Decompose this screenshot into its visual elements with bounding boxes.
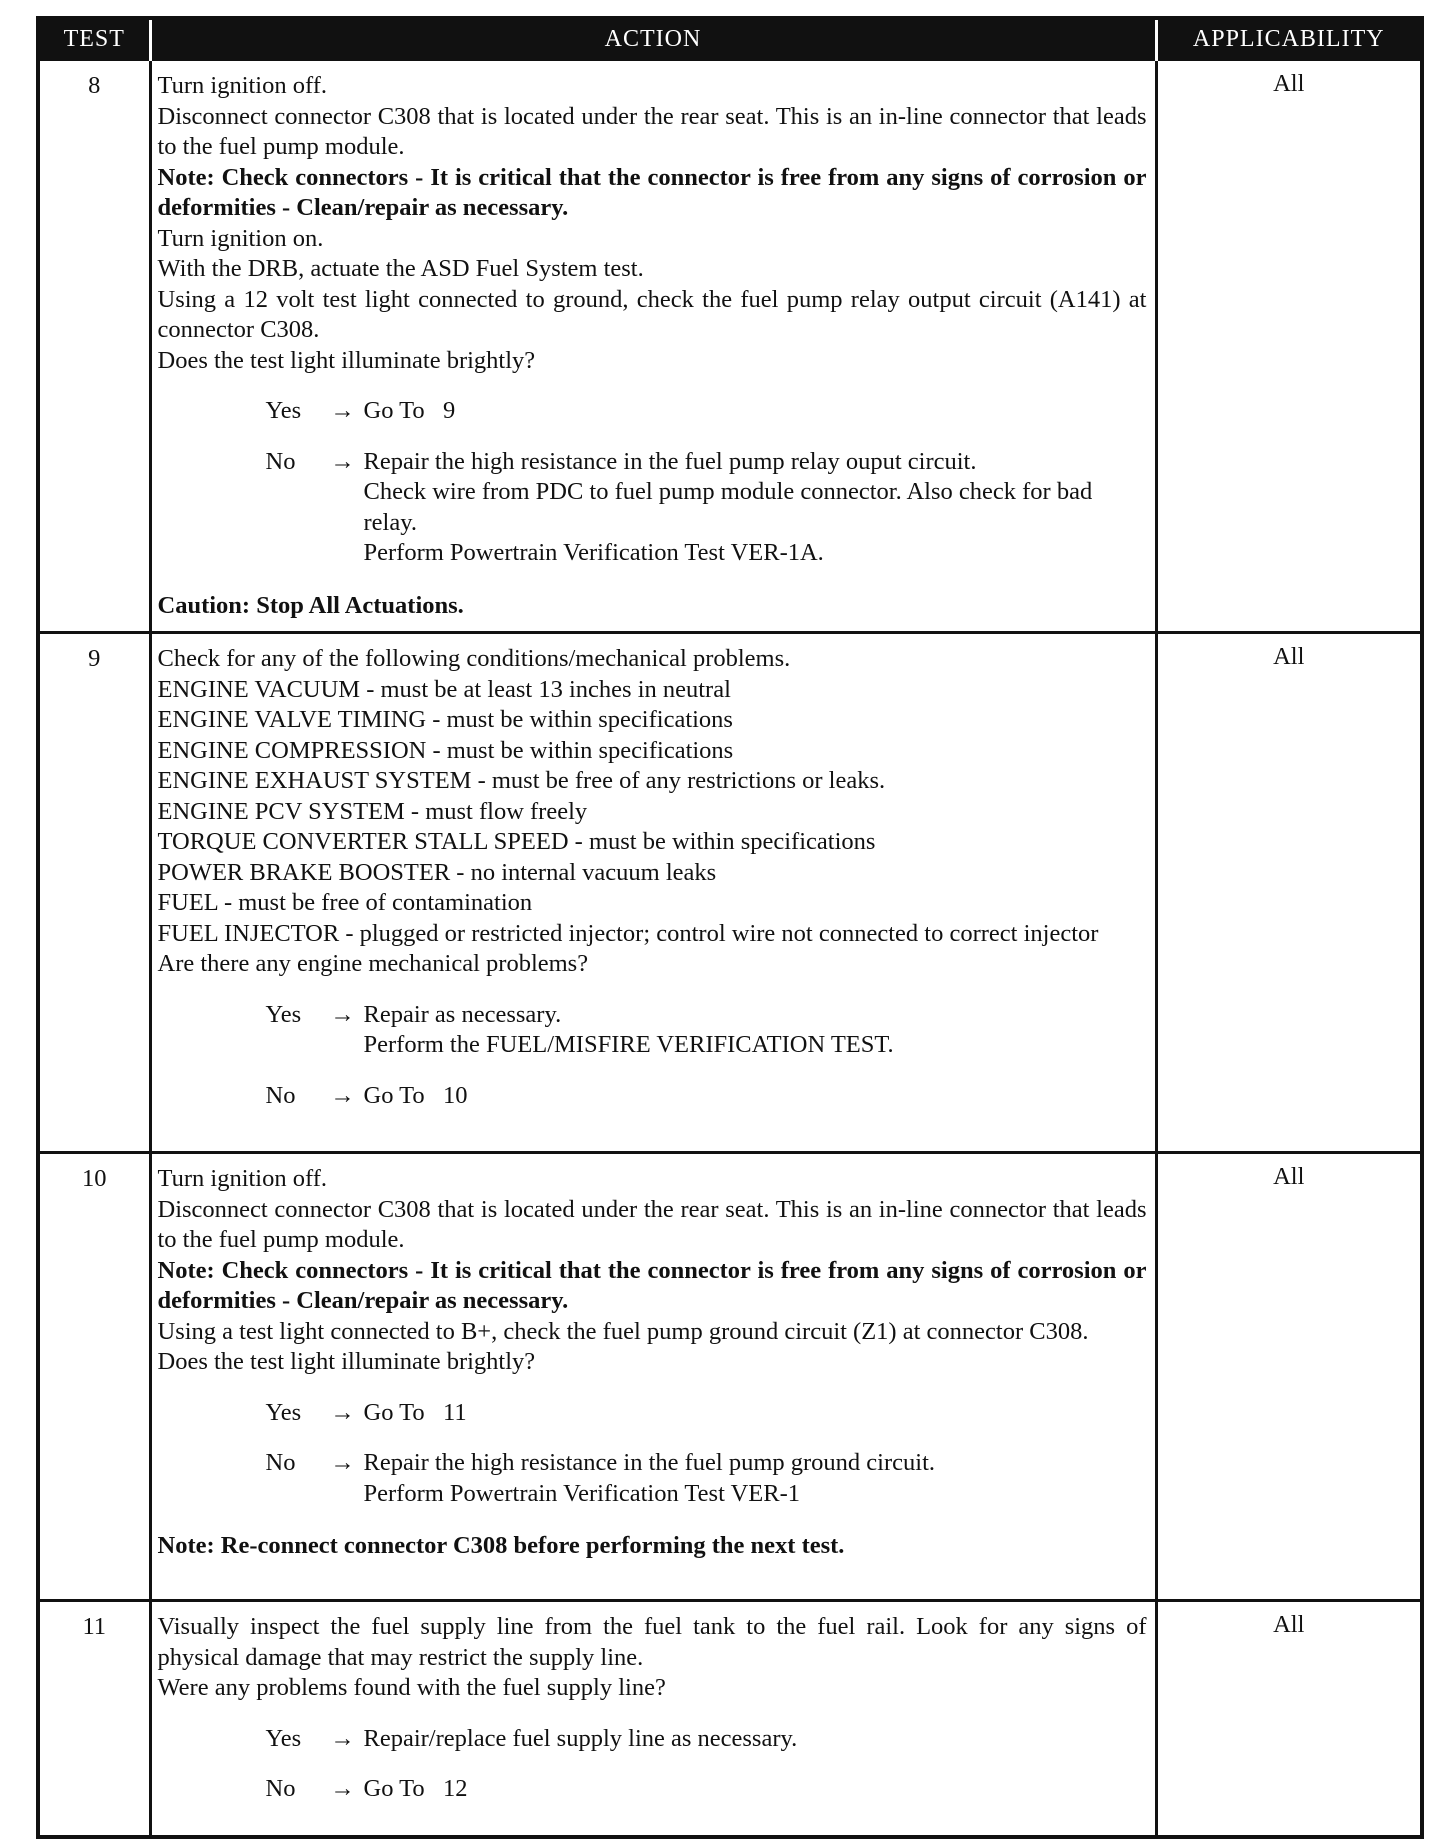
arrow-icon: →	[330, 1724, 355, 1752]
test-row	[38, 60, 1422, 633]
result-line: Go To 9	[363, 397, 456, 424]
result-line: Repair as necessary.	[363, 1000, 562, 1028]
result-line: Repair the high resistance in the fuel pump relay ouput circuit.	[363, 447, 977, 475]
action-line: Turn ignition off.	[157, 1165, 327, 1192]
result-line: Repair/replace fuel supply line as necessary.	[363, 1724, 798, 1752]
no-result	[364, 447, 1147, 569]
action-line: ENGINE COMPRESSION - must be within specifications	[157, 736, 734, 764]
action-line: Using a test light connected to B+, check the fuel pump ground circuit (Z1) at connector C308.	[157, 1317, 1089, 1345]
action-line: Disconnect connector C308 that is located under the rear seat. This is an in-line connector that leads to the fuel pump module.	[157, 1195, 1147, 1253]
action-line: Visually inspect the fuel supply line from the fuel tank to the fuel rail. Look for any signs of physical damage that may restrict the supply line.	[157, 1613, 1147, 1671]
note-text: Note: Re-connect connector C308 before performing the next test.	[157, 1532, 845, 1559]
applicability-cell: All	[1156, 60, 1422, 633]
yes-choice	[266, 396, 1147, 427]
yes-result	[364, 1724, 1147, 1755]
action-line: ENGINE PCV SYSTEM - must flow freely	[157, 797, 588, 825]
result-line: Check wire from PDC to fuel pump module connector. Also check for bad relay.	[363, 478, 1093, 536]
result-line: Perform Powertrain Verification Test VER-1A.	[363, 539, 824, 566]
yes-choice	[266, 1724, 1147, 1755]
yes-choice	[266, 1398, 1147, 1429]
action-line: Were any problems found with the fuel supply line?	[157, 1674, 666, 1701]
yes-result	[364, 396, 1147, 427]
result-line: Repair the high resistance in the fuel pump ground circuit.	[363, 1449, 936, 1476]
no-label: No	[265, 1775, 296, 1802]
yes-label: Yes	[265, 1398, 302, 1426]
no-choice	[266, 1081, 1147, 1112]
test-number: 8	[38, 60, 150, 633]
action-line: TORQUE CONVERTER STALL SPEED - must be within specifications	[157, 828, 876, 855]
no-result	[364, 1448, 1147, 1509]
action-line: With the DRB, actuate the ASD Fuel System test.	[157, 255, 644, 282]
header-action: ACTION	[150, 18, 1156, 60]
test-row	[38, 633, 1422, 1153]
action-line: ENGINE VACUUM - must be at least 13 inches in neutral	[157, 675, 731, 703]
action-line: POWER BRAKE BOOSTER - no internal vacuum leaks	[157, 858, 717, 886]
note-text: Note: Check connectors - It is critical that the connector is free from any signs of corrosion or deformities - Clean/repair as necessary.	[157, 1256, 1147, 1314]
action-line: ENGINE VALVE TIMING - must be within specifications	[157, 706, 733, 733]
applicability-cell: All	[1156, 633, 1422, 1153]
action-line: Turn ignition off.	[157, 72, 327, 99]
no-result	[364, 1081, 1147, 1112]
action-line: Disconnect connector C308 that is located under the rear seat. This is an in-line connector that leads to the fuel pump module.	[157, 102, 1147, 160]
arrow-icon: →	[330, 1000, 355, 1028]
no-label: No	[265, 1081, 296, 1109]
result-line: Go To 10	[363, 1081, 468, 1109]
test-number: 9	[38, 633, 150, 1153]
action-line: Check for any of the following conditions/mechanical problems.	[157, 645, 791, 672]
note-text: Note: Check connectors - It is critical that the connector is free from any signs of corrosion or deformities - Clean/repair as necessary.	[157, 163, 1147, 221]
action-cell	[150, 1153, 1156, 1601]
action-line: Are there any engine mechanical problems?	[157, 950, 589, 977]
result-line: Perform Powertrain Verification Test VER-1	[363, 1479, 800, 1507]
action-line: ENGINE EXHAUST SYSTEM - must be free of any restrictions or leaks.	[157, 767, 886, 794]
result-line: Perform the FUEL/MISFIRE VERIFICATION TEST.	[363, 1031, 894, 1058]
action-line: Turn ignition on.	[157, 224, 324, 252]
no-choice	[266, 1774, 1147, 1805]
action-line: FUEL INJECTOR - plugged or restricted injector; control wire not connected to correct injector	[157, 919, 1099, 947]
yes-label: Yes	[265, 1724, 302, 1752]
yes-result	[364, 1000, 1147, 1061]
yes-result	[364, 1398, 1147, 1429]
arrow-icon: →	[330, 447, 355, 475]
action-line: Does the test light illuminate brightly?	[157, 1348, 536, 1375]
applicability-cell: All	[1156, 1601, 1422, 1837]
arrow-icon: →	[330, 1081, 355, 1109]
caution-text: Caution: Stop All Actuations.	[157, 591, 464, 619]
arrow-icon: →	[330, 397, 355, 424]
test-number: 11	[38, 1601, 150, 1837]
yes-choice	[266, 1000, 1147, 1061]
action-line: Using a 12 volt test light connected to ground, check the fuel pump relay output circuit (A141) at connector C308.	[157, 285, 1147, 343]
action-line: FUEL - must be free of contamination	[157, 889, 533, 916]
applicability-cell: All	[1156, 1153, 1422, 1601]
no-result	[364, 1774, 1147, 1805]
action-line: Does the test light illuminate brightly?	[157, 346, 536, 374]
result-line: Go To 12	[363, 1775, 468, 1802]
header-test: TEST	[38, 18, 150, 60]
yes-label: Yes	[265, 397, 302, 424]
action-cell	[150, 60, 1156, 633]
diagnostic-table	[36, 16, 1424, 1839]
action-cell	[150, 1601, 1156, 1837]
header-applicability: APPLICABILITY	[1156, 18, 1422, 60]
arrow-icon: →	[330, 1775, 355, 1802]
no-choice	[266, 1448, 1147, 1509]
yes-label: Yes	[265, 1000, 302, 1028]
test-row	[38, 1601, 1422, 1837]
header-row	[38, 18, 1422, 60]
action-cell	[150, 633, 1156, 1153]
no-label: No	[265, 1449, 296, 1476]
diagnostic-page	[36, 16, 1420, 1839]
test-row	[38, 1153, 1422, 1601]
test-number: 10	[38, 1153, 150, 1601]
result-line: Go To 11	[363, 1398, 467, 1426]
arrow-icon: →	[330, 1398, 355, 1426]
arrow-icon: →	[330, 1449, 355, 1476]
no-choice	[266, 447, 1147, 569]
no-label: No	[265, 447, 296, 475]
